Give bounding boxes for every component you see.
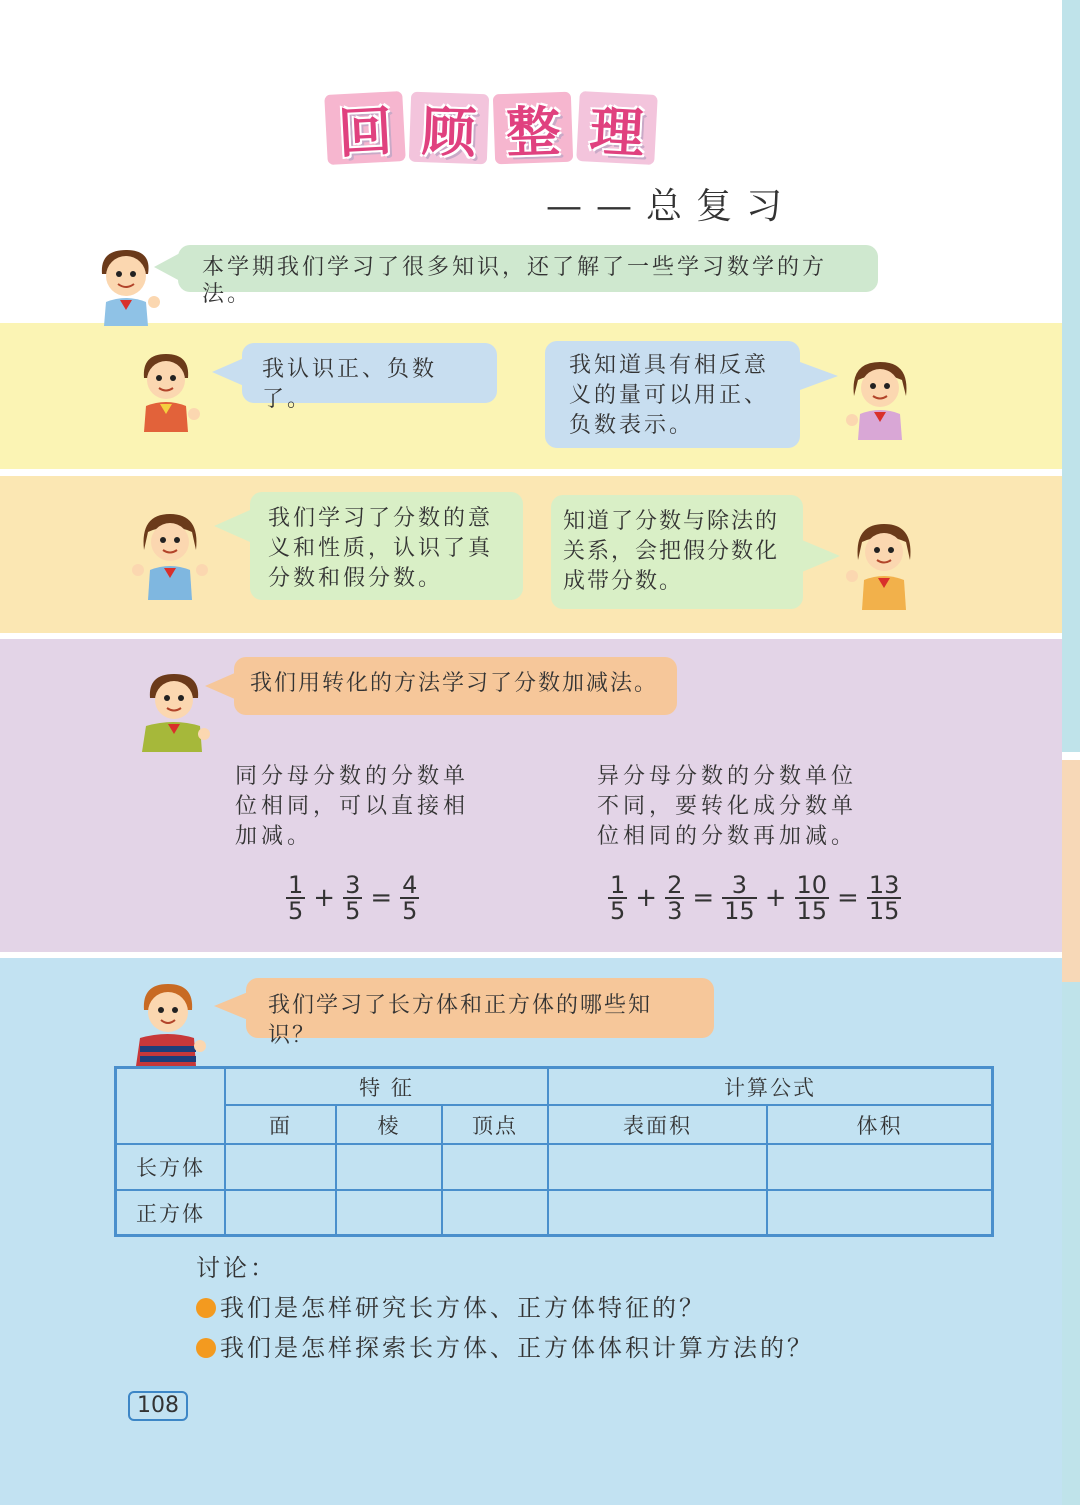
cuboid-cube-table — [114, 1066, 994, 1237]
equals-sign: = — [370, 883, 393, 913]
discussion-label: 讨论： — [196, 1254, 277, 1282]
text-line: 异分母分数的分数单位 — [597, 764, 858, 789]
numerator: 3 — [731, 871, 748, 899]
numerator: 3 — [345, 871, 361, 899]
page-edge — [1062, 982, 1080, 1505]
bubble-line: 义和性质，认识了真 — [268, 536, 494, 561]
fraction — [286, 873, 305, 923]
boy-illustration — [138, 668, 212, 752]
header-edges: 棱 — [377, 1113, 401, 1138]
header-surface-area: 表面积 — [623, 1113, 692, 1138]
page-title — [320, 85, 665, 170]
denominator: 3 — [667, 897, 683, 925]
header-formulas: 计算公式 — [724, 1075, 816, 1100]
subtitle: ——总复习 — [546, 186, 797, 227]
denominator: 15 — [868, 897, 900, 925]
bubble-line: 知道了分数与除法的 — [563, 509, 780, 534]
equals-sign: = — [692, 883, 715, 913]
bubble-tail — [800, 362, 838, 390]
speech-bubble-fraction-division — [551, 495, 803, 609]
boy-illustration — [132, 980, 208, 1066]
denominator: 5 — [610, 897, 626, 925]
unlike-denominator-formula — [604, 873, 905, 923]
fraction — [722, 873, 757, 923]
fraction — [867, 873, 902, 923]
equals-sign: = — [837, 883, 859, 913]
speech-bubble-opposite-quantities — [545, 341, 800, 448]
denominator: 5 — [345, 897, 361, 925]
girl-illustration — [842, 356, 918, 440]
text-line: 位相同，可以直接相 — [235, 794, 470, 819]
plus-sign: + — [635, 883, 658, 913]
denominator: 15 — [724, 897, 755, 925]
girl-illustration — [130, 508, 210, 600]
title-char: 顾 — [409, 92, 489, 165]
page-edge — [1062, 752, 1080, 760]
numerator: 10 — [796, 871, 828, 899]
bullet-icon — [196, 1338, 216, 1358]
header-faces: 面 — [269, 1113, 292, 1138]
speech-bubble-fraction-meaning — [250, 492, 523, 600]
bubble-line: 关系，会把假分数化 — [563, 539, 780, 564]
page-edge — [1062, 760, 1080, 982]
bubble-line: 义的量可以用正、 — [569, 383, 770, 408]
bubble-line: 我们学习了分数的意 — [268, 506, 494, 531]
page-number: 108 — [128, 1391, 188, 1421]
boy-illustration — [132, 348, 202, 432]
denominator: 5 — [402, 897, 418, 925]
bubble-tail — [214, 992, 248, 1020]
unlike-denominator-text — [597, 762, 857, 852]
title-char: 理 — [576, 91, 658, 165]
header-features: 特 征 — [359, 1075, 414, 1100]
boy-illustration — [88, 244, 164, 326]
bubble-tail — [205, 672, 237, 700]
header-volume: 体积 — [856, 1113, 903, 1138]
speech-bubble-fraction-addition: 我们用转化的方法学习了分数加减法。 — [234, 657, 677, 715]
numerator: 4 — [402, 871, 418, 899]
fraction — [795, 873, 830, 923]
fraction — [608, 873, 627, 923]
bullet-icon — [196, 1298, 216, 1318]
text-line: 同分母分数的分数单 — [235, 764, 470, 789]
page-edge — [1062, 0, 1080, 752]
title-char: 整 — [493, 92, 573, 165]
bubble-tail — [154, 253, 180, 281]
discussion-question — [196, 1288, 706, 1323]
denominator: 5 — [288, 897, 304, 925]
like-denominator-text — [235, 762, 469, 852]
bubble-line: 我知道具有相反意 — [569, 353, 770, 378]
numerator: 13 — [868, 871, 900, 899]
title-char: 回 — [324, 91, 406, 165]
header-vertices: 顶点 — [472, 1113, 518, 1138]
discussion-question — [196, 1328, 814, 1363]
plus-sign: + — [313, 883, 336, 913]
bubble-tail — [212, 358, 244, 386]
bubble-tail — [802, 540, 840, 572]
text-line: 不同，要转化成分数单 — [597, 794, 858, 819]
text-line: 位相同的分数再加减。 — [597, 824, 858, 849]
question-text: 我们是怎样探索长方体、正方体体积计算方法的？ — [220, 1334, 814, 1362]
row-label-cube: 正方体 — [136, 1201, 205, 1226]
intro-speech-bubble: 本学期我们学习了很多知识，还了解了一些学习数学的方法。 — [178, 245, 878, 292]
numerator: 1 — [288, 871, 304, 899]
question-text: 我们是怎样研究长方体、正方体特征的？ — [220, 1294, 706, 1322]
fraction — [400, 873, 419, 923]
girl-illustration — [844, 518, 924, 610]
bubble-line: 负数表示。 — [569, 413, 695, 438]
speech-bubble-cuboid-cube: 我们学习了长方体和正方体的哪些知识？ — [246, 978, 714, 1038]
fraction — [665, 873, 684, 923]
bubble-line: 成带分数。 — [563, 569, 684, 594]
bubble-line: 分数和假分数。 — [268, 566, 444, 591]
numerator: 2 — [667, 871, 683, 899]
numerator: 1 — [610, 871, 626, 899]
denominator: 15 — [796, 897, 828, 925]
row-label-cuboid: 长方体 — [136, 1156, 205, 1180]
bubble-tail — [214, 510, 250, 542]
plus-sign: + — [764, 883, 787, 913]
like-denominator-formula — [282, 873, 423, 923]
text-line: 加减。 — [235, 824, 314, 849]
speech-bubble-negative-numbers: 我认识正、负数了。 — [242, 343, 497, 403]
fraction — [343, 873, 362, 923]
